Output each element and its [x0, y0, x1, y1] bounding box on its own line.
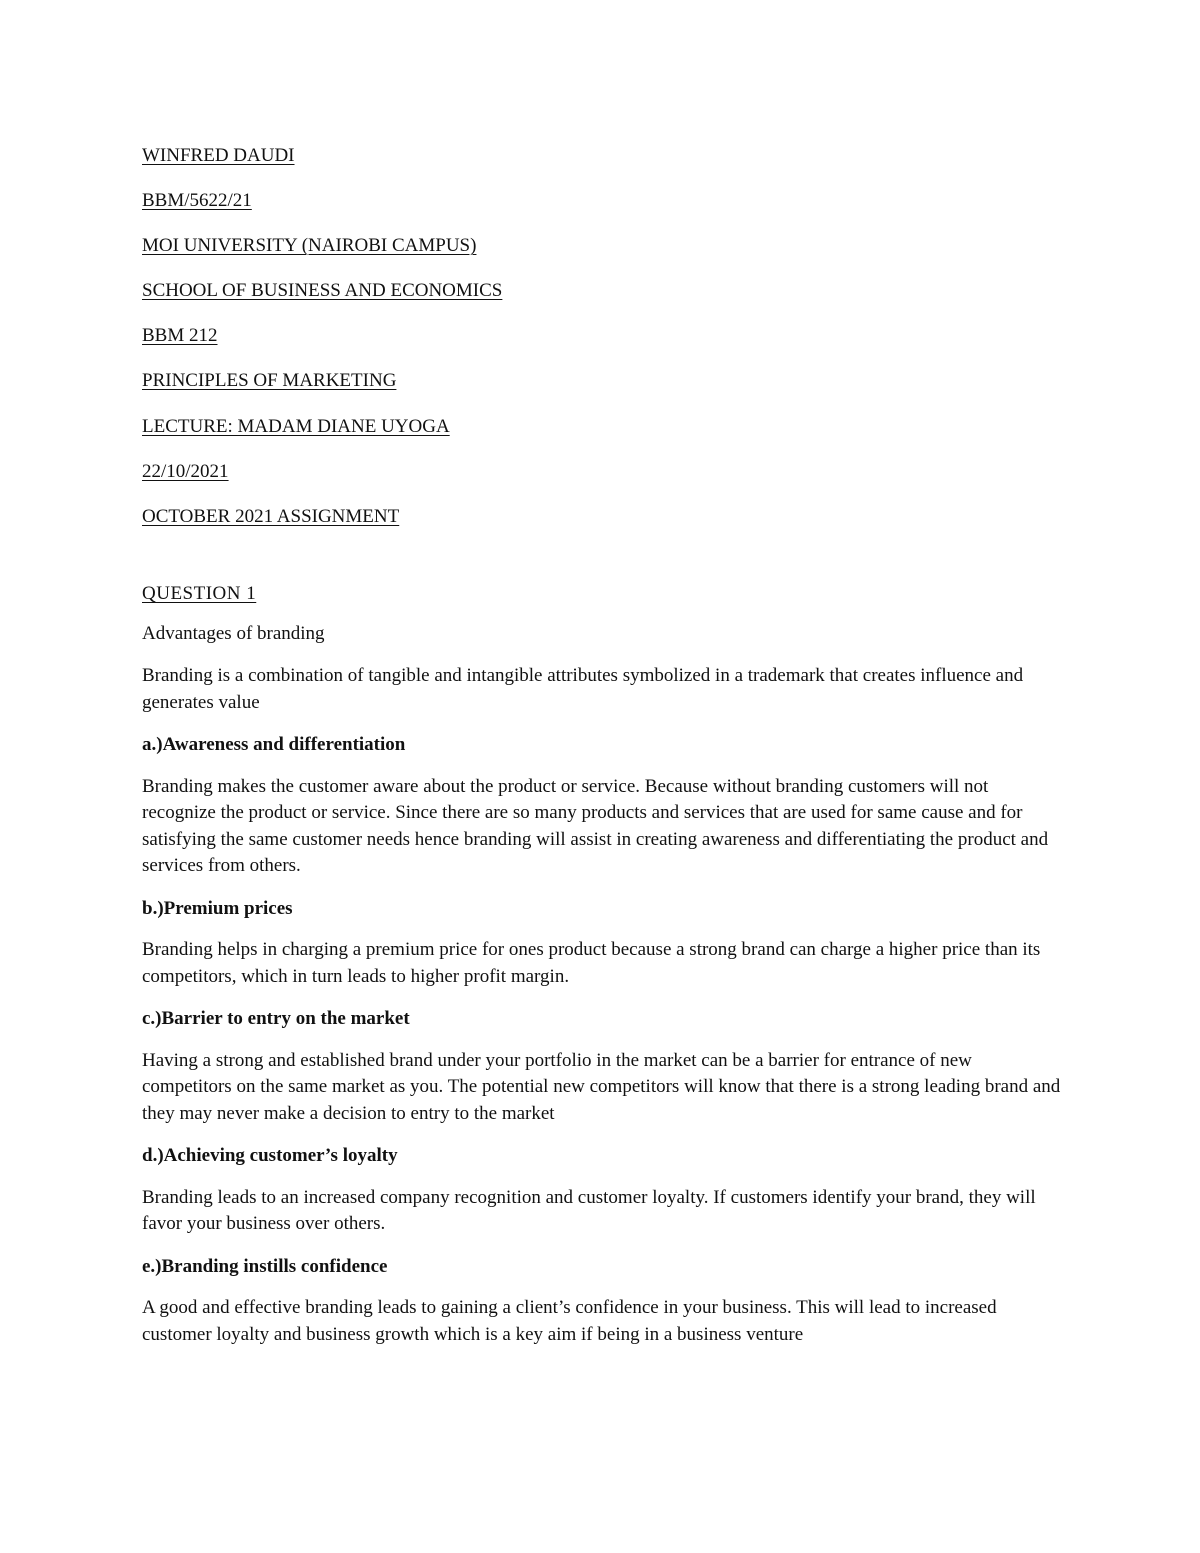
question-intro: Branding is a combination of tangible and intangible attributes symbolized in a trademark that creates influence and generates value [142, 665, 1024, 713]
section-c [142, 1006, 1062, 1127]
cover-header [142, 143, 1062, 530]
course-code: BBM 212 [142, 325, 218, 347]
section-body: Branding makes the customer aware about the product or service. Because without branding customers will not recognize the product or service. Since there are so many products and services that are used for same cause and for satisfying the same customer needs hence branding will assist in creating awareness and differentiating the product and services from others. [142, 775, 1049, 877]
section-body: Branding leads to an increased company recognition and customer loyalty. If customers identify your brand, they will favor your business over others. [142, 1186, 1036, 1235]
university-name: MOI UNIVERSITY (NAIROBI CAMPUS) [142, 235, 477, 257]
document-content [142, 143, 1062, 1364]
section-body: A good and effective branding leads to gaining a client’s confidence in your business. This will lead to increased customer loyalty and business growth which is a key aim if being in a business venture [142, 1297, 997, 1345]
student-name: WINFRED DAUDI [142, 145, 295, 166]
registration-number: BBM/5622/21 [142, 190, 252, 212]
section-e [142, 1254, 1062, 1349]
section-a [142, 732, 1062, 880]
question-subtitle: Advantages of branding [142, 622, 325, 644]
section-heading: b.)Premium prices [142, 897, 293, 919]
section-heading: c.)Barrier to entry on the market [142, 1008, 410, 1030]
section-heading: d.)Achieving customer’s loyalty [142, 1145, 398, 1167]
assignment-title: OCTOBER 2021 ASSIGNMENT [142, 505, 400, 527]
section-heading: e.)Branding instills confidence [142, 1255, 388, 1277]
course-title: PRINCIPLES OF MARKETING [142, 370, 397, 392]
section-heading: a.)Awareness and differentiation [142, 734, 406, 756]
school-name: SCHOOL OF BUSINESS AND ECONOMICS [142, 280, 503, 302]
section-d [142, 1143, 1062, 1238]
submission-date: 22/10/2021 [142, 460, 229, 482]
section-b [142, 896, 1062, 991]
lecturer-name: LECTURE: MADAM DIANE UYOGA [142, 415, 450, 437]
section-body: Branding helps in charging a premium price for ones product because a strong brand can charge a higher price than its competitors, which in turn leads to higher profit margin. [142, 939, 1041, 987]
section-body: Having a strong and established brand under your portfolio in the market can be a barrier for entrance of new competitors on the same market as you. The potential new competitors will know that there is a strong leading brand and they may never make a decision to entry to the market [142, 1049, 1061, 1124]
question-title: QUESTION 1 [142, 583, 257, 605]
